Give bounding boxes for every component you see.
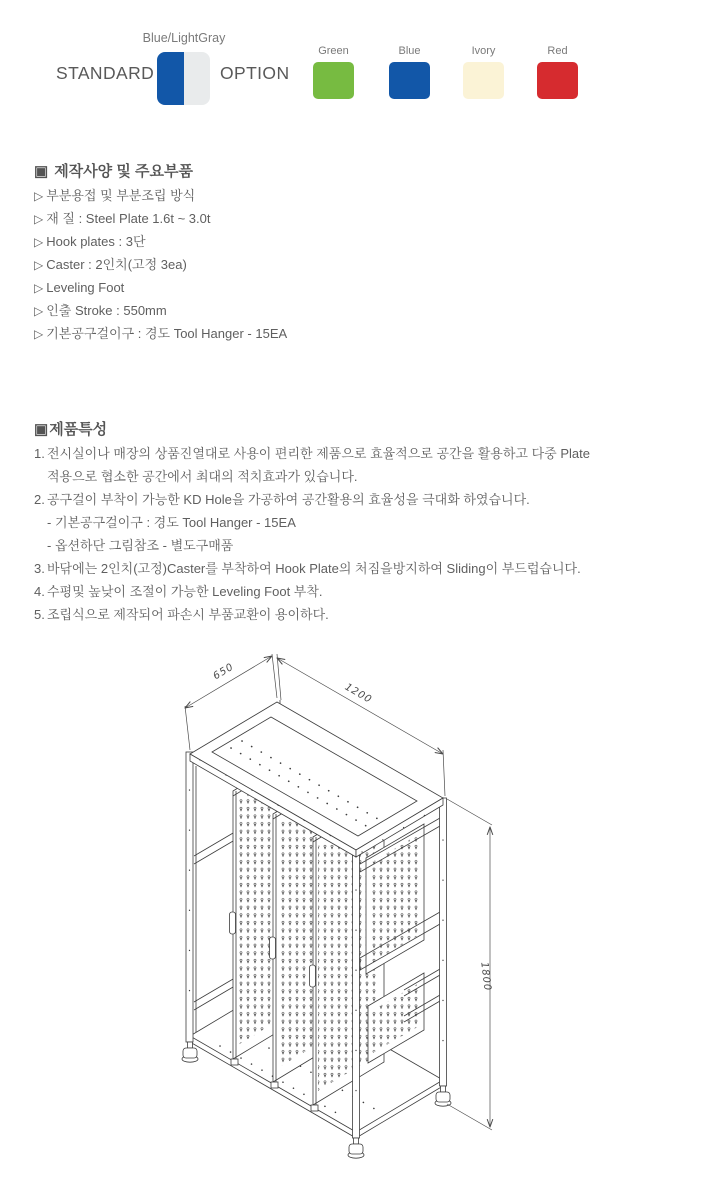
section-marker-icon: ▣ [34, 163, 49, 180]
list-bullet-icon: ▷ [34, 327, 44, 341]
spec-item [34, 299, 287, 322]
cabinet-isometric-drawing [0, 640, 709, 1181]
option-swatch-blue-name: Blue [398, 45, 421, 57]
specs-title-text: 제작사양 및 주요부품 [54, 163, 193, 180]
option-swatch-red [537, 45, 578, 99]
feature-line [34, 580, 590, 603]
feature-text: 수평및 높낮이 조절이 가능한 Leveling Foot 부착. [47, 584, 323, 599]
standard-label: STANDARD [56, 63, 155, 83]
panel-handle [270, 937, 276, 959]
feature-number: 2. [34, 492, 45, 507]
cabinet-body [182, 700, 451, 1158]
option-swatch-red-name: Red [547, 45, 568, 57]
spec-item-text: 인출 Stroke : 550mm [46, 303, 167, 318]
option-swatch-blue-box [389, 62, 430, 99]
option-label: OPTION [220, 63, 290, 83]
feature-text: 공구걸이 부착이 가능한 KD Hole을 가공하여 공간활용의 효율성을 극대화 하였습니다. [47, 492, 530, 507]
dimension-depth-label: 650 [211, 661, 237, 683]
standard-swatch-gray-half [184, 52, 211, 105]
feature-text: 전시실이나 매장의 상품진열대로 사용이 편리한 제품으로 효율적으로 공간을 활용하고 다중 Plate [47, 446, 590, 461]
list-bullet-icon: ▷ [34, 189, 44, 203]
panel-handle [230, 912, 236, 934]
feature-number: 5. [34, 607, 45, 622]
spec-item-text: Leveling Foot [46, 280, 125, 295]
option-swatch-red-box [537, 62, 578, 99]
spec-item [34, 322, 287, 345]
specs-list [34, 184, 287, 345]
feature-line [34, 465, 590, 488]
spec-item-text: 재 질 : Steel Plate 1.6t ~ 3.0t [46, 211, 211, 226]
feature-text: 조립식으로 제작되어 파손시 부품교환이 용이하다. [47, 607, 329, 622]
feature-number: 1. [34, 446, 45, 461]
spec-item-text: 기본공구걸이구 : 경도 Tool Hanger - 15EA [46, 326, 288, 341]
spec-item-text: Caster : 2인치(고정 3ea) [46, 257, 187, 272]
feature-line [34, 511, 590, 534]
side-hook-plates [366, 824, 424, 1063]
option-swatch-green-name: Green [318, 45, 349, 57]
list-bullet-icon: ▷ [34, 281, 44, 295]
feature-line [34, 442, 590, 465]
specs-section-title [34, 160, 193, 181]
features-title-text: 제품특성 [49, 421, 108, 438]
feature-number: 3. [34, 561, 45, 576]
feature-text: - 기본공구걸이구 : 경도 Tool Hanger - 15EA [47, 515, 296, 530]
spec-item [34, 207, 287, 230]
feature-text: 적용으로 협소한 공간에서 최대의 적치효과가 있습니다. [47, 469, 358, 484]
spec-item [34, 253, 287, 276]
list-bullet-icon: ▷ [34, 235, 44, 249]
list-bullet-icon: ▷ [34, 212, 44, 226]
feature-number: 4. [34, 584, 45, 599]
list-bullet-icon: ▷ [34, 258, 44, 272]
feature-text: 바닦에는 2인치(고정)Caster를 부착하여 Hook Plate의 처짐을방지하여 Sliding이 부드럽습니다. [47, 561, 581, 576]
option-swatch-blue [389, 45, 430, 99]
feature-text: - 옵션하단 그림참조 - 별도구매품 [47, 538, 234, 553]
spec-item [34, 184, 287, 207]
standard-color-swatch [157, 52, 210, 105]
features-section-title [34, 418, 107, 439]
section-marker-icon: ▣ [34, 421, 49, 438]
option-swatch-green-box [313, 62, 354, 99]
spec-item [34, 230, 287, 253]
standard-swatch-name: Blue/LightGray [142, 31, 226, 45]
panel-handle [310, 965, 316, 987]
feature-line [34, 557, 590, 580]
option-swatch-ivory [463, 45, 504, 99]
dimension-width-label: 1200 [342, 681, 374, 706]
spec-item [34, 276, 287, 299]
features-list [34, 442, 590, 626]
cabinet-top-cover [190, 702, 443, 857]
option-swatch-ivory-name: Ivory [471, 45, 496, 57]
dimension-height-label: 1800 [478, 961, 493, 992]
feature-line [34, 603, 590, 626]
option-swatch-ivory-box [463, 62, 504, 99]
feature-line [34, 534, 590, 557]
list-bullet-icon: ▷ [34, 304, 44, 318]
option-swatch-green [313, 45, 354, 99]
spec-item-text: Hook plates : 3단 [46, 234, 146, 249]
standard-swatch-blue-half [157, 52, 184, 105]
leveling-foot [348, 1138, 364, 1158]
feature-line [34, 488, 590, 511]
spec-item-text: 부분용접 및 부분조립 방식 [46, 188, 196, 203]
